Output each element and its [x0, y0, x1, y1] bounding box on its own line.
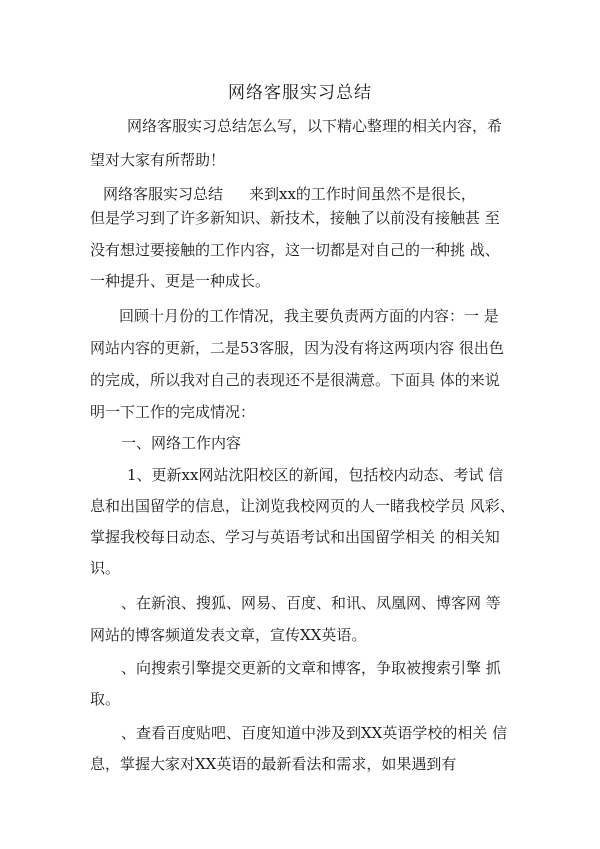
- paragraph-line: 的完成，所以我对自己的表现还不是很满意。下面具 体的来说: [90, 371, 500, 389]
- section-heading: 一、网络工作内容: [121, 434, 242, 452]
- paragraph-line: 望对大家有所帮助！: [90, 151, 226, 169]
- paragraph-line: 明一下工作的完成情况：: [90, 403, 256, 421]
- paragraph-line: 息，掌握大家对XX英语的最新看法和需求，如果遇到有: [90, 755, 457, 773]
- paragraph-line: 网络客服实习总结怎么写，以下精心整理的相关内容，希: [127, 117, 503, 135]
- paragraph-line: 回顾十月份的工作情况，我主要负责两方面的内容：一 是: [119, 307, 499, 325]
- paragraph-line: 、查看百度贴吧、百度知道中涉及到XX英语学校的相关 信: [121, 724, 508, 742]
- paragraph-line: 一种提升、更是一种成长。: [90, 272, 271, 290]
- section-heading: 网络客服实习总结: [103, 185, 224, 203]
- paragraph-line: 掌握我校每日动态、学习与英语考试和出国留学相关 的相关知: [90, 528, 500, 546]
- paragraph-line: 息和出国留学的信息，让浏览我校网页的人一睹我校学员 风彩、: [90, 497, 515, 515]
- paragraph-line: 网站的博客频道发表文章，宣传XX英语。: [90, 626, 367, 644]
- document-title: 网络客服实习总结: [228, 83, 372, 103]
- paragraph-line: 识。: [90, 559, 121, 577]
- paragraph-line: 没有想过要接触的工作内容，这一切都是对自己的一种挑 战、: [90, 241, 500, 259]
- paragraph-line: 1、更新xx网站沈阳校区的新闻，包括校内动态、考试 信: [127, 466, 504, 484]
- paragraph-text: 来到xx的工作时间虽然不是很长，: [249, 185, 476, 203]
- paragraph-line: 但是学习到了许多新知识、新技术，接触了以前没有接触甚 至: [90, 209, 500, 227]
- paragraph-line: 网站内容的更新，二是53客服，因为没有将这两项内容 很出色: [90, 339, 504, 357]
- paragraph-line: [103, 184, 476, 204]
- paragraph-line: 取。: [90, 690, 121, 708]
- paragraph-line: 、向搜索引擎提交更新的文章和博客，争取被搜索引擎 抓: [121, 659, 501, 677]
- paragraph-line: 、在新浪、搜狐、网易、百度、和讯、凤凰网、博客网 等: [121, 594, 501, 612]
